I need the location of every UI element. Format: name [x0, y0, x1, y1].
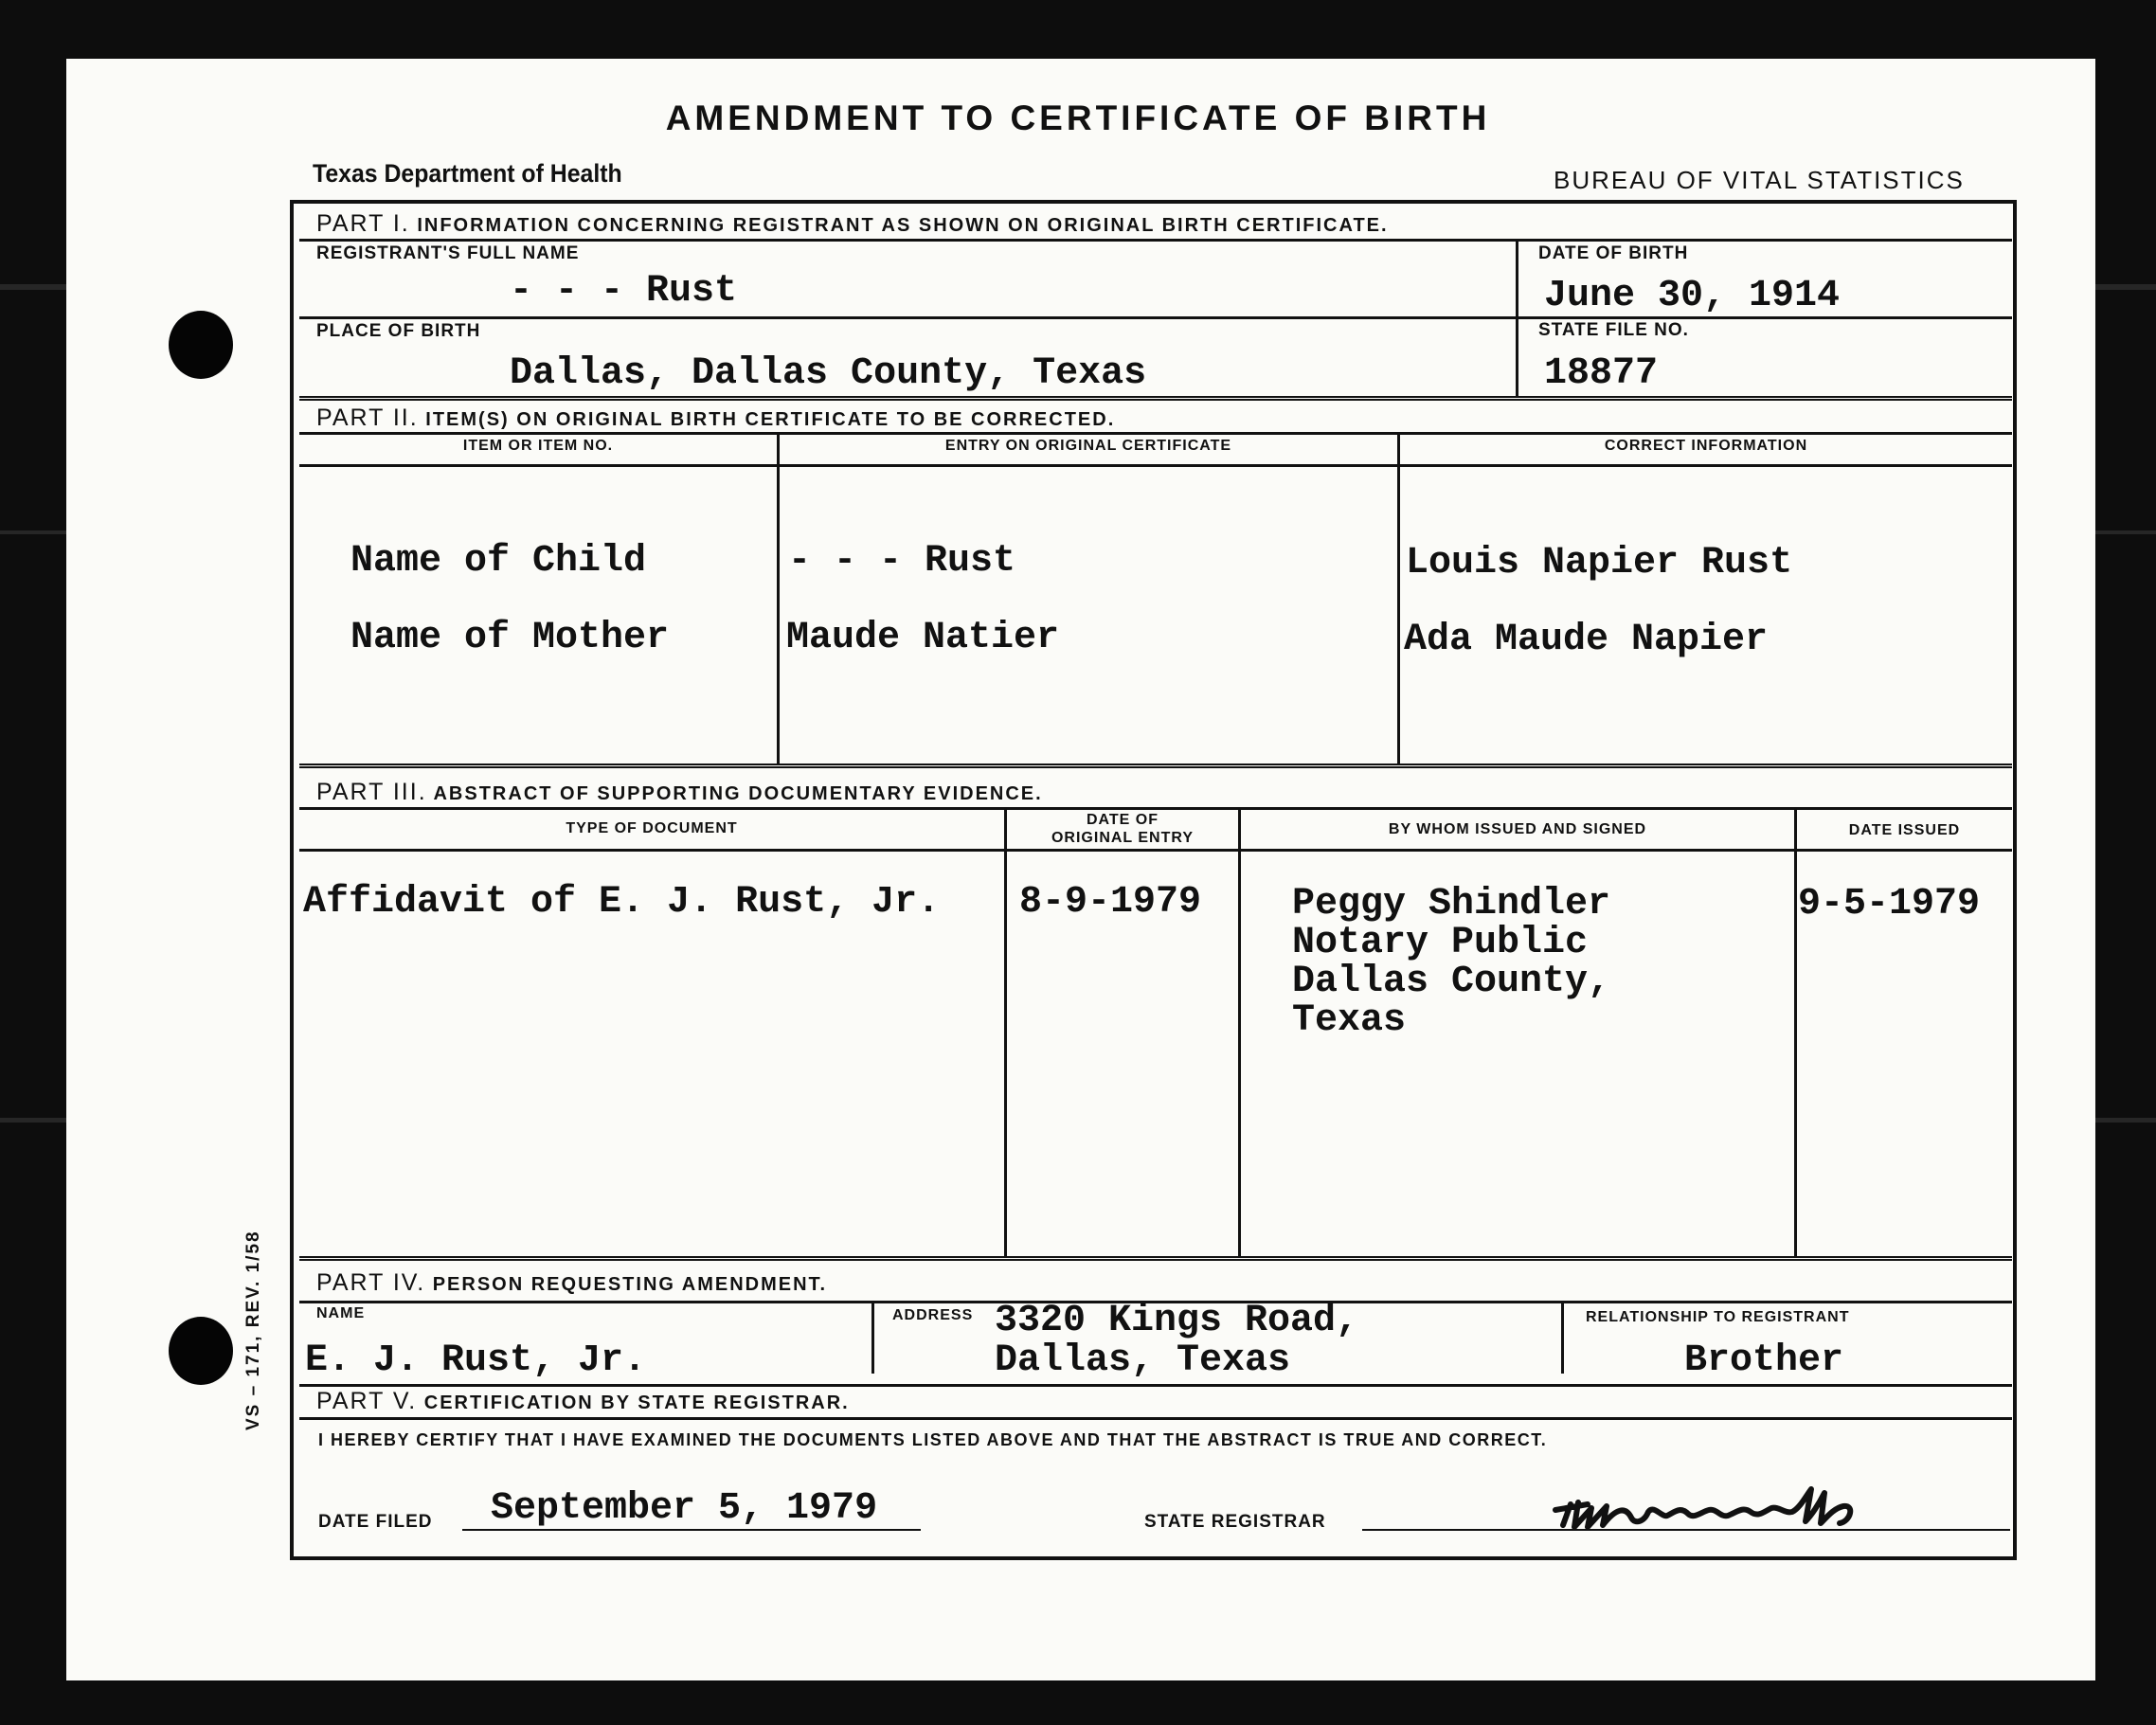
divider	[299, 239, 2012, 242]
requester-name: E. J. Rust, Jr.	[305, 1339, 647, 1382]
punch-hole	[169, 1317, 233, 1385]
section-divider	[299, 1256, 2012, 1261]
date-of-birth: June 30, 1914	[1544, 275, 1841, 317]
requester-name-label: NAME	[316, 1305, 366, 1321]
item-cell: Name of Mother	[350, 617, 670, 659]
state-file-number: 18877	[1544, 352, 1659, 395]
item-cell: Name of Child	[350, 540, 647, 583]
date-filed-label: DATE FILED	[318, 1512, 433, 1532]
divider	[299, 464, 2012, 467]
document-title: AMENDMENT TO CERTIFICATE OF BIRTH	[665, 99, 1491, 137]
col-type-header: TYPE OF DOCUMENT	[566, 820, 738, 836]
place-of-birth-label: PLACE OF BIRTH	[316, 321, 481, 341]
address-line-2: Dallas, Texas	[995, 1339, 1291, 1382]
part5-heading: PART V. CERTIFICATION BY STATE REGISTRAR.	[316, 1388, 850, 1414]
original-entry-cell: Maude Natier	[786, 617, 1060, 659]
address-line-1: 3320 Kings Road,	[995, 1300, 1359, 1342]
date-original-entry-cell: 8-9-1979	[1019, 881, 1202, 924]
col-date-entry-header-1: DATE OF	[1086, 812, 1159, 828]
col-date-issued-header: DATE ISSUED	[1848, 822, 1961, 838]
divider	[299, 316, 2012, 319]
col-item-header: ITEM OR ITEM NO.	[462, 438, 614, 454]
section-divider	[299, 396, 2012, 401]
form-number: VS – 171, REV. 1/58	[243, 1230, 263, 1430]
registrar-signature	[1550, 1480, 1891, 1536]
divider	[1397, 432, 1400, 765]
divider	[299, 1417, 2012, 1420]
correct-info-cell: Louis Napier Rust	[1406, 542, 1793, 584]
issued-by-line: Dallas County,	[1292, 961, 1611, 1003]
bureau-name: BUREAU OF VITAL STATISTICS	[1554, 166, 1965, 194]
part3-heading: PART III. ABSTRACT OF SUPPORTING DOCUMENTARY EVIDENCE.	[316, 779, 1043, 805]
divider	[871, 1301, 874, 1374]
part1-heading: PART I. INFORMATION CONCERNING REGISTRANT AS SHOWN ON ORIGINAL BIRTH CERTIFICATE.	[316, 210, 1389, 237]
correct-info-cell: Ada Maude Napier	[1404, 619, 1769, 661]
address-label: ADDRESS	[892, 1307, 974, 1323]
registrant-name: - - - Rust	[510, 270, 738, 313]
divider	[299, 432, 2012, 435]
divider	[299, 807, 2012, 810]
punch-hole	[169, 311, 233, 379]
divider	[299, 1384, 2012, 1387]
divider	[1238, 807, 1241, 1256]
divider	[1794, 807, 1797, 1256]
relationship-label: RELATIONSHIP TO REGISTRANT	[1586, 1309, 1850, 1325]
date-filed: September 5, 1979	[491, 1487, 878, 1530]
state-file-label: STATE FILE NO.	[1538, 320, 1689, 340]
registrar-label: STATE REGISTRAR	[1144, 1512, 1326, 1532]
divider	[1004, 807, 1007, 1256]
col-date-entry-header-2: ORIGINAL ENTRY	[1051, 830, 1194, 846]
col-issued-by-header: BY WHOM ISSUED AND SIGNED	[1388, 821, 1647, 837]
part2-heading: PART II. ITEM(S) ON ORIGINAL BIRTH CERTIFICATE TO BE CORRECTED.	[316, 404, 1116, 431]
full-name-label: REGISTRANT'S FULL NAME	[316, 243, 580, 263]
original-entry-cell: - - - Rust	[788, 540, 1016, 583]
col-correct-header: CORRECT INFORMATION	[1604, 438, 1808, 454]
issued-by-line: Notary Public	[1292, 922, 1589, 964]
divider	[777, 432, 780, 765]
document-type-cell: Affidavit of E. J. Rust, Jr.	[303, 881, 941, 924]
divider	[1561, 1301, 1564, 1374]
issued-by-line: Texas	[1292, 999, 1407, 1042]
part4-heading: PART IV. PERSON REQUESTING AMENDMENT.	[316, 1269, 828, 1296]
date-issued-cell: 9-5-1979	[1798, 883, 1981, 925]
issued-by-line: Peggy Shindler	[1292, 883, 1611, 925]
divider	[299, 849, 2012, 852]
place-of-birth: Dallas, Dallas County, Texas	[510, 352, 1147, 395]
certification-statement: I HEREBY CERTIFY THAT I HAVE EXAMINED THE DOCUMENTS LISTED ABOVE AND THAT THE ABSTRACT IS TRUE AND CORRECT.	[318, 1430, 1548, 1449]
relationship-value: Brother	[1684, 1339, 1844, 1382]
dob-label: DATE OF BIRTH	[1538, 243, 1689, 263]
department-name: Texas Department of Health	[313, 159, 622, 188]
col-original-header: ENTRY ON ORIGINAL CERTIFICATE	[944, 438, 1232, 454]
section-divider	[299, 764, 2012, 768]
